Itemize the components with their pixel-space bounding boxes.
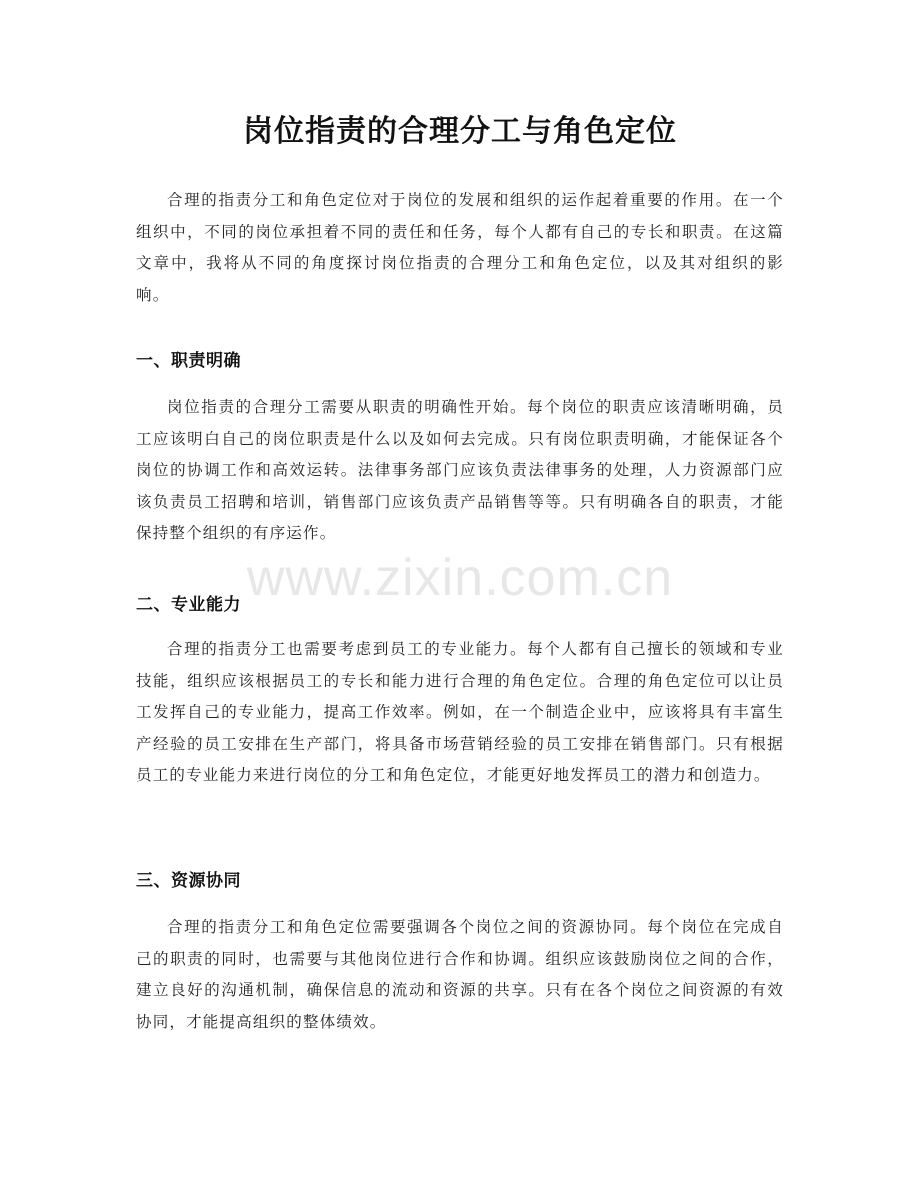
- watermark: www.zixin.com.cn: [246, 549, 674, 607]
- section-heading-1: 一、职责明确: [136, 351, 241, 371]
- section-body-2: 合理的指责分工也需要考虑到员工的专业能力。每个人都有自己擅长的领域和专业技能，组织应该根据员工的专长和能力进行合理的角色定位。合理的角色定位可以让员工发挥自己的专业能力，提高工作效率。例如，在一个制造企业中，应该将具有丰富生产经验的员工安排在生产部门，将具备市场营销经验的员工安排在销售部门。只有根据员工的专业能力来进行岗位的分工和角色定位，才能更好地发挥员工的潜力和创造力。: [136, 640, 784, 784]
- section-heading-3: 三、资源协同: [136, 871, 241, 891]
- section-body-3: 合理的指责分工和角色定位需要强调各个岗位之间的资源协同。每个岗位在完成自己的职责的同时，也需要与其他岗位进行合作和协调。组织应该鼓励岗位之间的合作，建立良好的沟通机制，确保信息的流动和资源的共享。只有在各个岗位之间资源的有效协同，才能提高组织的整体绩效。: [136, 918, 784, 1031]
- intro-paragraph: 合理的指责分工和角色定位对于岗位的发展和组织的运作起着重要的作用。在一个组织中，不同的岗位承担着不同的责任和任务，每个人都有自己的专长和职责。在这篇文章中，我将从不同的角度探讨岗位指责的合理分工和角色定位，以及其对组织的影响。: [136, 191, 784, 304]
- section-heading-2: 二、专业能力: [136, 595, 241, 615]
- document-title: 岗位指责的合理分工与角色定位: [243, 114, 677, 149]
- section-body-1: 岗位指责的合理分工需要从职责的明确性开始。每个岗位的职责应该清晰明确，员工应该明白自己的岗位职责是什么以及如何去完成。只有岗位职责明确，才能保证各个岗位的协调工作和高效运转。法律事务部门应该负责法律事务的处理，人力资源部门应该负责员工招聘和培训，销售部门应该负责产品销售等等。只有明确各自的职责，才能保持整个组织的有序运作。: [136, 398, 784, 542]
